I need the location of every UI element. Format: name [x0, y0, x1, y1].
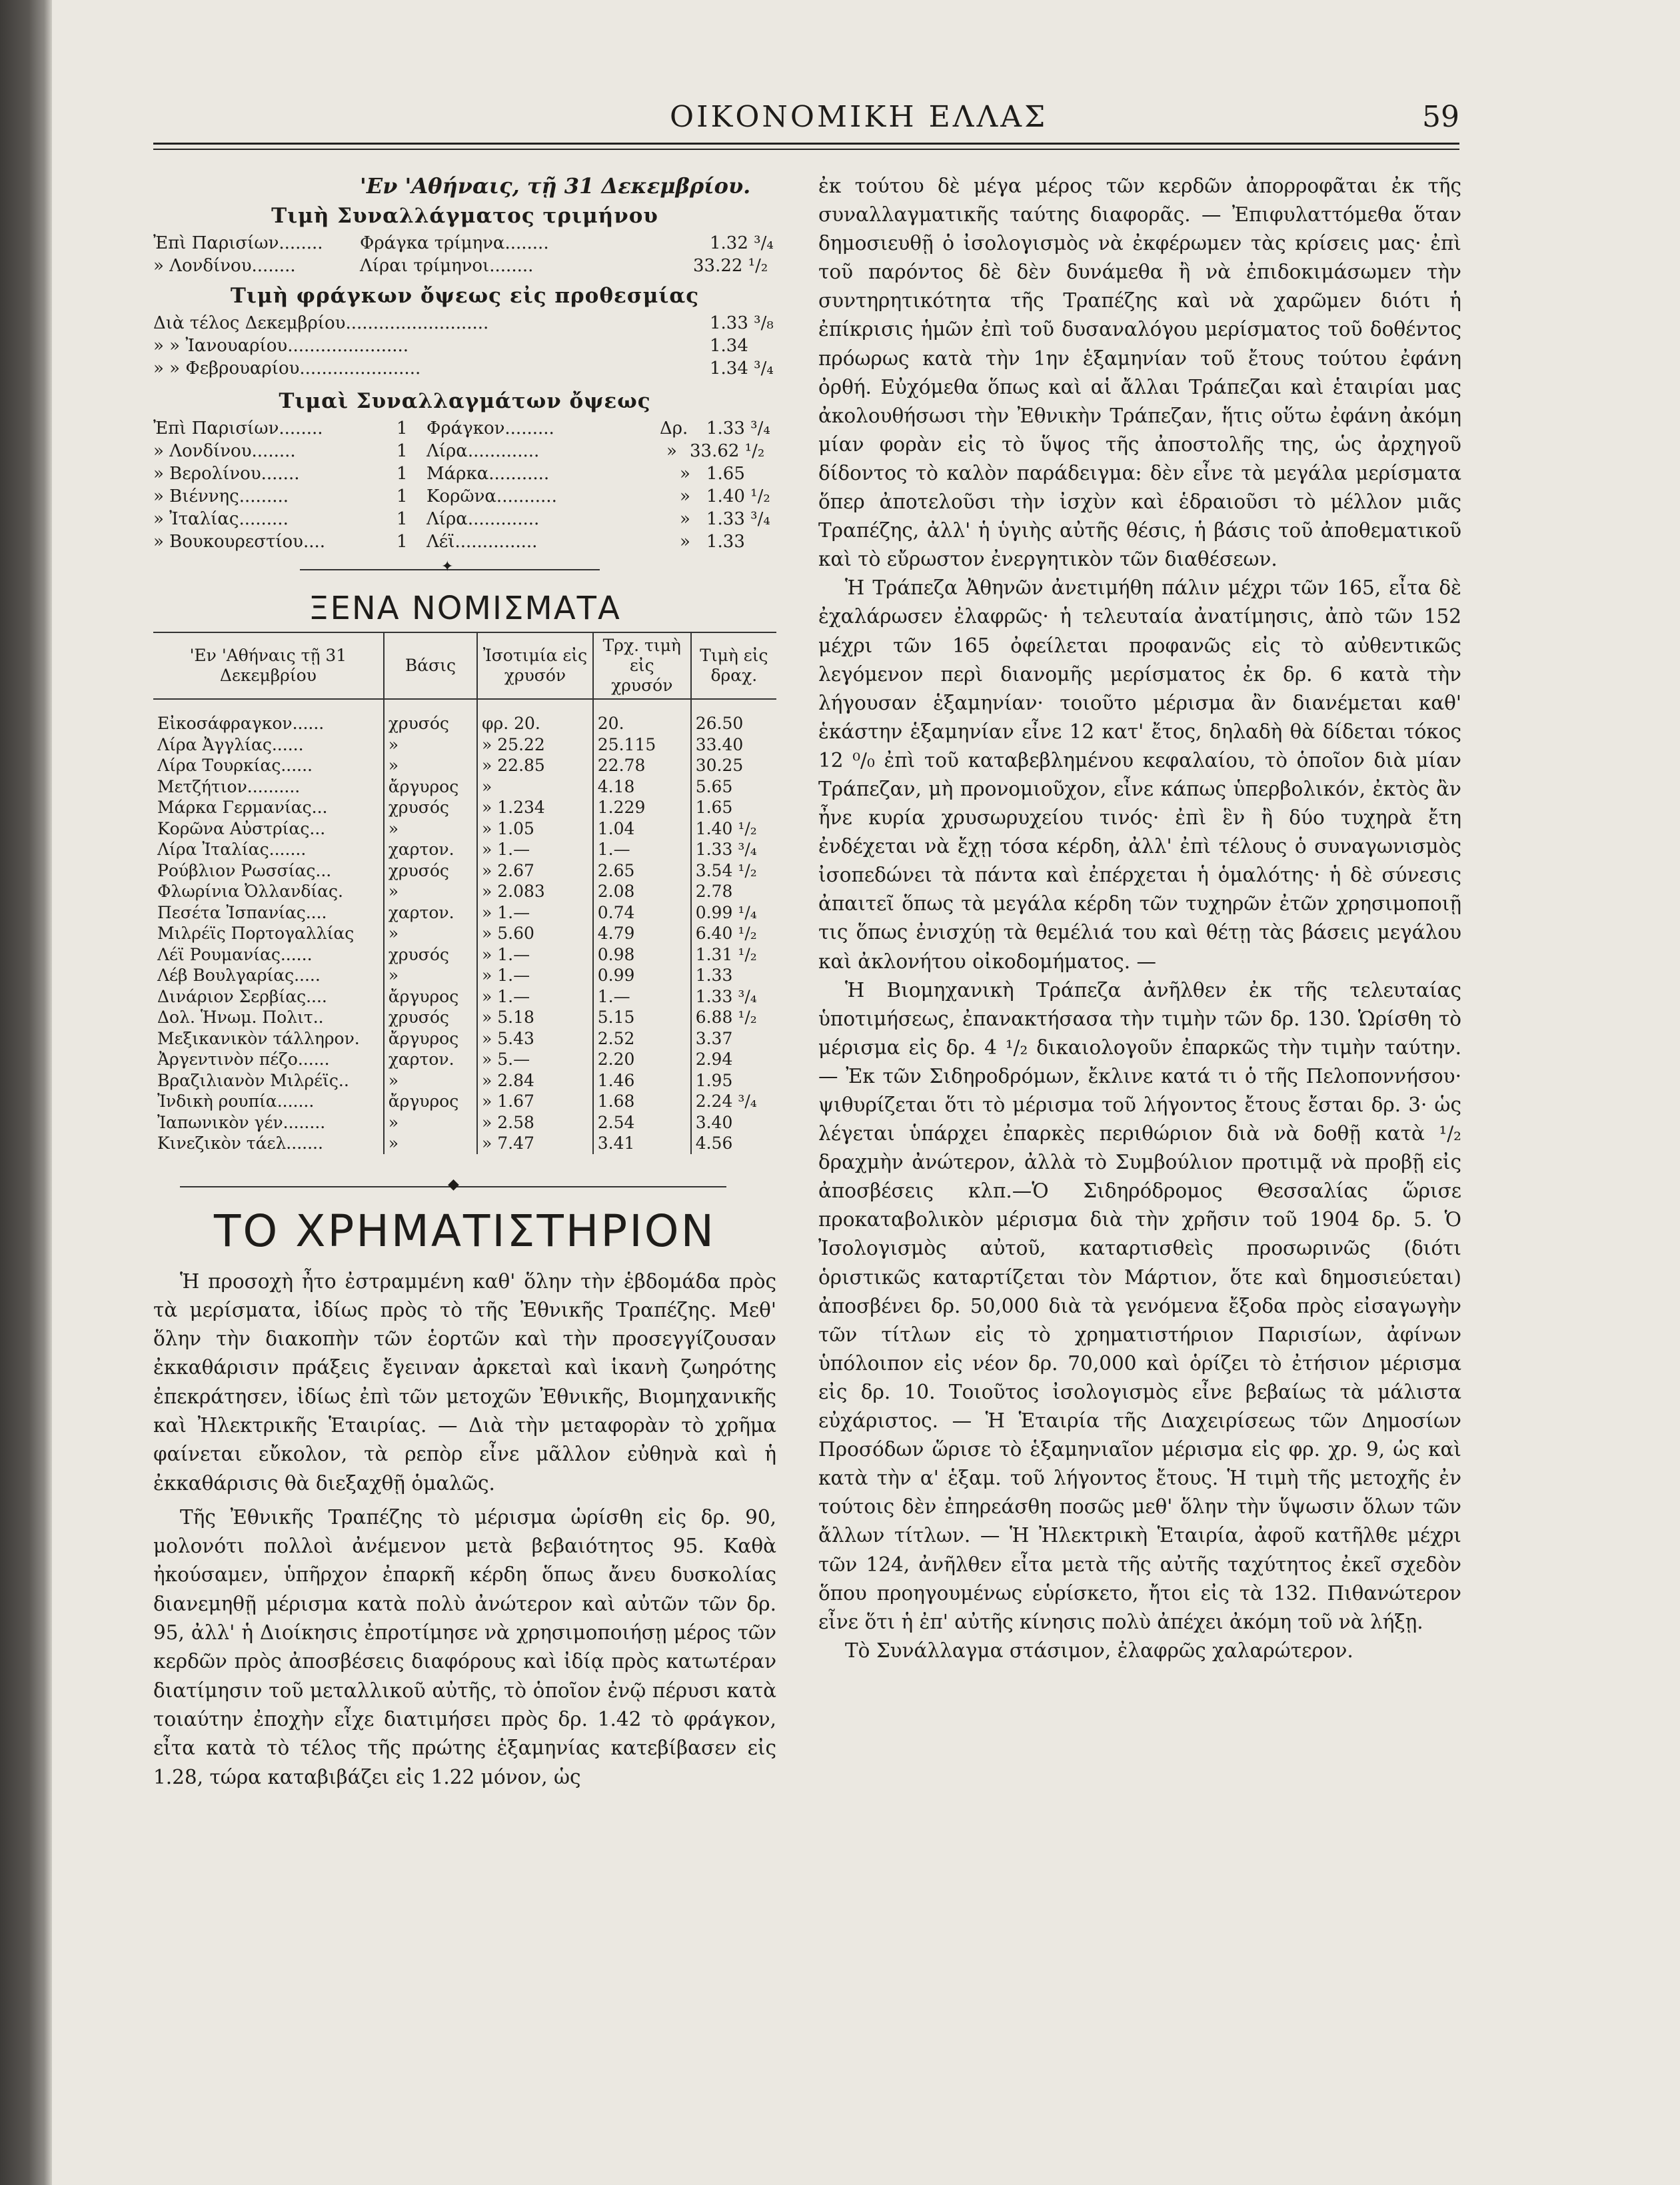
sight-place: » Βιέννης.........	[153, 486, 289, 506]
coin-name: Λέβ Βουλγαρίας.....	[157, 966, 321, 985]
exchange-desc: Λίραι τρίμηνοι........	[360, 256, 534, 276]
coin-gold-price: 1.229	[593, 797, 691, 818]
coin-basis: χρυσός	[384, 860, 477, 882]
article-paragraph: Τῆς Ἐθνικῆς Τραπέζης τὸ μέρισμα ὡρίσθη εἰς δρ. 90, μολονότι πολλοὶ ἀνέμενον μετὰ βεβαιότητος 95. Καθὰ ἠκούσαμεν, ὑπῆρχον ἐπαρκῆ κέρδη ὅπως ἄνευ δυσκολίας διανεμηθῇ μέρισμα κατὰ πολὺ ἀνώτερον καὶ αὐτῶν τῶν δρ. 95, ἀλλ' ἡ Διοίκησις ἐπροτίμησε νὰ χρησιμοποιήσῃ μέρος τῶν κερδῶν πρὸς ἀποσβέσεις διαφόρους καὶ ἰδίᾳ πρὸς κατωτέραν διατίμησιν τοῦ μεταλλικοῦ αὐτῆς, τὸ ὁποῖον ἐνῷ πέρυσι κατὰ τοιαύτην ἐποχὴν εἶχε διατιμήσει πρὸς δρ. 1.42 τὸ φράγκον, εἶτα κατὰ τὸ τέλος τῆς πρώτης ἑξαμηνίας κατεβίβασεν εἰς 1.28, τώρα καταβιβάζει εἰς 1.22 μόνον, ὡς	[153, 1505, 776, 1789]
column-header: Τιμὴ εἰς δραχ.	[691, 632, 776, 699]
article-paragraph: Τὸ Συνάλλαγμα στάσιμον, ἐλαφρῶς χαλαρώτερον.	[845, 1639, 1353, 1662]
coin-basis: »	[384, 965, 477, 986]
coin-drachma-price: 1.40 ¹/₂	[691, 818, 776, 840]
sight-place: » Βουκουρεστίου....	[153, 532, 326, 552]
exchange-value: 33.22 ¹/₂	[693, 256, 768, 276]
coin-drachma-price: 3.54 ¹/₂	[691, 860, 776, 882]
coin-name: Μιλρέϊς Πορτογαλλίας	[157, 924, 355, 943]
three-month-title: Τιμὴ Συναλλάγματος τριμήνου	[271, 204, 658, 228]
sight-value: 1.40 ¹/₂	[706, 486, 770, 506]
column-header: Ἰσοτιμία εἰς χρυσόν	[477, 632, 593, 699]
coin-basis: ἄργυρος	[384, 776, 477, 798]
coin-parity: » 5.18	[477, 1007, 593, 1028]
coin-drachma-price: 1.95	[691, 1070, 776, 1092]
coin-parity: » 2.84	[477, 1070, 593, 1092]
book-spine-shadow	[0, 0, 52, 2185]
sight-prefix: »	[680, 486, 690, 506]
journal-title: ΟΙΚΟΝΟΜΙΚΗ ΕΛΛΑΣ	[670, 100, 1048, 134]
sight-prefix: »	[680, 532, 690, 552]
exchange-place: » Λονδίνου........	[153, 256, 296, 276]
coin-gold-price: 3.41	[593, 1133, 691, 1154]
coin-parity: » 1.—	[477, 902, 593, 924]
sight-value: 33.62 ¹/₂	[690, 441, 765, 461]
coin-drachma-price: 1.65	[691, 797, 776, 818]
forward-row	[153, 313, 776, 336]
article-title: ΤΟ ΧΡΗΜΑΤΙΣΤΗΡΙΟΝ	[214, 1205, 716, 1257]
sight-place: » Βερολίνου.......	[153, 464, 300, 484]
coin-name: Ρούβλιον Ρωσσίας...	[157, 860, 332, 880]
coin-basis: χρυσός	[384, 944, 477, 966]
coin-basis: »	[384, 1070, 477, 1092]
right-column	[818, 172, 1461, 1665]
coin-gold-price: 0.99	[593, 965, 691, 986]
coin-name: Ἰνδικὴ ρουπία.......	[157, 1092, 315, 1111]
exchange-row	[153, 233, 776, 256]
foreign-coins-title: ΞΕΝΑ ΝΟΜΙΣΜΑΤΑ	[309, 590, 621, 627]
coin-name: Δολ. Ἡνωμ. Πολιτ..	[157, 1008, 324, 1027]
table-row	[153, 902, 776, 924]
coin-parity: » 2.58	[477, 1112, 593, 1133]
table-row	[153, 755, 776, 776]
coin-gold-price: 20.	[593, 713, 691, 734]
coin-parity: »	[477, 776, 593, 798]
column-header: Βάσις	[384, 632, 477, 699]
coin-drachma-price: 3.40	[691, 1112, 776, 1133]
coin-gold-price: 4.79	[593, 923, 691, 944]
coin-parity: » 22.85	[477, 755, 593, 776]
coin-gold-price: 25.115	[593, 734, 691, 756]
table-row	[153, 734, 776, 756]
foreign-coins-table	[153, 632, 776, 1154]
running-head	[153, 100, 1459, 140]
coin-drachma-price: 1.33	[691, 965, 776, 986]
sight-forward-title: Τιμὴ φράγκων ὄψεως εἰς προθεσμίας	[230, 284, 700, 308]
sight-currency: Λέϊ...............	[426, 532, 538, 552]
coin-parity: » 5.—	[477, 1049, 593, 1070]
coin-basis: »	[384, 755, 477, 776]
coin-name: Λίρα Ἰταλίας.......	[157, 840, 307, 859]
coin-gold-price: 2.52	[593, 1028, 691, 1050]
sight-row	[153, 441, 776, 464]
coin-drachma-price: 26.50	[691, 713, 776, 734]
coin-gold-price: 22.78	[593, 755, 691, 776]
coin-basis: χρυσός	[384, 1007, 477, 1028]
coin-drachma-price: 3.37	[691, 1028, 776, 1050]
coin-basis: ἄργυρος	[384, 1028, 477, 1050]
coin-basis: »	[384, 818, 477, 840]
sight-unit: 1	[397, 418, 408, 438]
sight-row	[153, 509, 776, 532]
table-header-row	[153, 632, 776, 699]
coin-parity: » 1.234	[477, 797, 593, 818]
coin-parity: » 25.22	[477, 734, 593, 756]
article-paragraph: ἐκ τούτου δὲ μέγα μέρος τῶν κερδῶν ἀπορροφᾶται ἐκ τῆς συναλλαγματικῆς ταύτης διαφορᾶς. — Ἐπιφυλαττόμεθα ὅταν δημοσιευθῇ ὁ ἰσολογισμὸς νὰ ἐκφέρωμεν τὰς κρίσεις μας· ἐπὶ τοῦ παρόντος δὲ δὲν δυνάμεθα ἢ νὰ ἐπιδοκιμάσωμεν τὴν συντηρητικότητα τῆς Τραπέζης καὶ νὰ χαρῶμεν διότι ἡ ἐπίκρισις ἡμῶν ἐπὶ τοῦ δυσαναλόγου μερίσματος τοῦ δοθέντος πρόωρως κατὰ τὴν 1ην ἑξαμηνίαν τοῦ ἔτους τούτου ἐφάνη ὀρθή. Εὐχόμεθα ὅπως καὶ αἱ ἄλλαι Τράπεζαι καὶ ἑταιρίαι μας ἀκολουθήσωσι τὴν Ἐθνικὴν Τράπεζαν, ἥτις οὕτω ἐφάνη ἀκόμη μίαν φορὰν εἰς τὸ ὕψος τῆς ἀποστολῆς της, ὡς ἀρχηγοῦ δίδοντος τὸ καλὸν παράδειγμα: δὲν εἶνε τὰ μεγάλα μερίσματα ὅπερ ἀποτελοῦσι τὴν ἰσχὺν καὶ ἑδραιοῦσι τὸ μέλλον μιᾶς Τραπέζης, ἀλλ' ἡ ὑγιὴς αὐτῆς θέσις, ἡ βάσις τοῦ ἀποθεματικοῦ καὶ τὸ εὔρωστον ἐνεργητικὸν τῶν διαθέσεων.	[818, 175, 1461, 571]
forward-place: » » Φεβρουαρίου......................	[153, 359, 421, 378]
section-divider: ✦	[153, 558, 776, 580]
sight-currency: Φράγκον.........	[426, 418, 554, 438]
left-column	[153, 173, 776, 1792]
coin-name: Λίρα Ἀγγλίας......	[157, 734, 304, 754]
coin-gold-price: 4.18	[593, 776, 691, 798]
coin-parity: » 5.60	[477, 923, 593, 944]
coin-drachma-price: 2.94	[691, 1049, 776, 1070]
coin-gold-price: 2.65	[593, 860, 691, 882]
exchange-date-heading: 'Εν 'Αθήναις, τῇ 31 Δεκεμβρίου.	[360, 173, 751, 199]
coin-gold-price: 1.—	[593, 839, 691, 860]
coin-gold-price: 2.54	[593, 1112, 691, 1133]
section-divider: ◆	[153, 1173, 776, 1199]
coin-name: Κορῶνα Αὐστρίας...	[157, 818, 326, 838]
sight-row	[153, 532, 776, 554]
coin-basis: ἄργυρος	[384, 1091, 477, 1112]
coin-drachma-price: 6.40 ¹/₂	[691, 923, 776, 944]
sight-place: » Λονδίνου........	[153, 441, 296, 461]
article-left-text	[153, 1267, 776, 1792]
coin-drachma-price: 2.78	[691, 881, 776, 902]
coin-name: Βραζιλιανὸν Μιλρέϊς..	[157, 1070, 349, 1090]
coin-parity: » 1.—	[477, 986, 593, 1008]
coin-parity: » 1.—	[477, 944, 593, 966]
article-paragraph: Ἡ προσοχὴ ἦτο ἐστραμμένη καθ' ὅλην τὴν ἑβδομάδα πρὸς τὰ μερίσματα, ἰδίως πρὸς τὸ τῆς Ἐθνικῆς Τραπέζης. Μεθ' ὅλην τὴν διακοπὴν τῶν ἑορτῶν καὶ τὴν προσεγγίζουσαν ἐκκαθάρισιν πράξεις ἔγειναν ἀρκεταὶ καὶ ἱκανὴ ζωηρότης ἐπεκράτησεν, ἰδίως ἐπὶ τῶν μετοχῶν Ἐθνικῆς, Βιομηχανικῆς καὶ Ἠλεκτρικῆς Ἑταιρίας. — Διὰ τὴν μεταφορὰν τὸ χρῆμα φαίνεται εὔκολον, τὰ ρεπὸρ εἶνε μᾶλλον εὐθηνὰ καὶ ἡ ἐκκαθάρισις θὰ διεξαχθῇ ὁμαλῶς.	[153, 1269, 776, 1495]
table-row	[153, 839, 776, 860]
forward-row	[153, 336, 776, 359]
coin-name: Μετζήτιον..........	[157, 776, 301, 796]
exchange-place: Ἐπὶ Παρισίων........	[153, 233, 323, 253]
coin-name: Ἰαπωνικὸν γέν........	[157, 1112, 326, 1132]
article-paragraph: Ἡ Τράπεζα Ἀθηνῶν ἀνετιμήθη πάλιν μέχρι τῶν 165, εἶτα δὲ ἐχαλάρωσεν ἐλαφρῶς· ἡ τελευταία ἀνατίμησις, ἀπὸ τῶν 152 μέχρι τῶν 165 ὀφείλεται προφανῶς εἰς τὸ αὐθεντικῶς λεγόμενον περὶ διανομῆς μερίσματος ἐκ δρ. 6 κατὰ τὴν λήγουσαν ἑξαμηνίαν· τοιοῦτο μέρισμα ἂν διανέμεται καθ' ἑκάστην ἑξαμηνίαν εἶνε 12 κατ' ἔτος, δηλαδὴ θὰ δίδεται τόκος 12 ⁰/₀ ἐπὶ τοῦ καταβεβλημένου κεφαλαίου, τὸ ὁποῖον διὰ μίαν Τράπεζαν, μὴ προνομιοῦχον, εἶνε κάπως ὑπερβολικόν, ἐκτὸς ἂν ἦνε κυρία χρυσωρυχείου τινός· ἐπὶ ἓν ἢ δύο τυχηρὰ ἔτη ἐνδέχεται νὰ ἔχῃ τόσα κέρδη, ἀλλ' ἐπὶ τέλους ὁ συναγωνισμὸς ἰσοπεδώνει τὰ πάντα καὶ ἐπέρχεται ἡ ὁμαλότης· ἡ δὲ σύνεσις ἀπαιτεῖ ὅπως τὰ μεγάλα κέρδη τῶν τυχηρῶν ἐτῶν χρησιμοποιῇ τις ὅπως ἐνισχύῃ τὰ θεμέλιά του καὶ θέτῃ τὰς βάσεις μεγάλου καὶ ἀκλονήτου οἰκοδομήματος. —	[818, 576, 1461, 973]
coin-basis: χρυσός	[384, 797, 477, 818]
coin-gold-price: 1.68	[593, 1091, 691, 1112]
coin-drachma-price: 4.56	[691, 1133, 776, 1154]
coin-name: Φλωρίνια Ὀλλανδίας.	[157, 882, 344, 901]
coin-drachma-price: 1.33 ³/₄	[691, 986, 776, 1008]
table-row	[153, 1091, 776, 1112]
article-paragraph: Ἡ Βιομηχανικὴ Τράπεζα ἀνῆλθεν ἐκ τῆς τελευταίας ὑποτιμήσεως, ἐπανακτήσασα τὴν τιμὴν τῶν δρ. 130. Ὡρίσθη τὸ μέρισμα εἰς δρ. 4 ¹/₂ δικαιολογοῦν ἐπαρκῶς τὴν τιμὴν ταύτην. — Ἐκ τῶν Σιδηροδρόμων, ἔκλινε κατά τι ὁ τῆς Πελοποννήσου· ψιθυρίζεται ὅτι τὸ μέρισμα τοῦ λήγοντος ἔτους ἔσται δρ. 3· ὡς λέγεται ὑπάρχει ἐπαρκὲς περιθώριον διὰ νὰ δοθῇ κατὰ ¹/₂ δραχμὴν ἀνώτερον, ἀλλὰ τὸ Συμβούλιον προτιμᾷ νὰ προβῇ εἰς ἀποσβέσεις κλπ.—Ὁ Σιδηρόδρομος Θεσσαλίας ὥρισε προκαταβολικὸν μέρισμα διὰ τὴν χρῆσιν τοῦ 1904 δρ. 5. Ὁ Ἰσολογισμὸς αὐτοῦ, καταρτισθεὶς προσωρινῶς (διότι ὁριστικῶς καταρτίζεται τὸν Μάρτιον, ὅτε καὶ δημοσιεύεται) ἀποσβένει δρ. 50,000 διὰ τὰ γενόμενα ἔξοδα πρὸς εἰσαγωγὴν τῶν τίτλων εἰς τὸ χρηματιστήριον Παρισίων, ἀφίνων ὑπόλοιπον εἰς νέον δρ. 70,000 καὶ ὁρίζει τὸ ἐτήσιον μέρισμα εἰς δρ. 10. Τοιοῦτος ἰσολογισμὸς εἶνε βεβαίως τὰ μάλιστα εὐχάριστος. — Ἡ Ἑταιρία τῆς Διαχειρίσεως τῶν Δημοσίων Προσόδων ὥρισε τὸ ἑξαμηνιαῖον μέρισμα εἰς φρ. χρ. 9, ὡς καὶ κατὰ τὴν α' ἑξαμ. τοῦ λήγοντος ἔτους. Ἡ τιμὴ τῆς μετοχῆς ἐν τούτοις δὲν ἐπηρεάσθη ποσῶς μεθ' ὅλην τὴν ὕψωσιν ὅλων τῶν ἄλλων τίτλων. — Ἡ Ἠλεκτρικὴ Ἑταιρία, ἀφοῦ κατῆλθε μέχρι τῶν 124, ἀνῆλθεν εἶτα μετὰ τῆς αὐτῆς ταχύτητος ἐκεῖ σχεδὸν ὅπου προηγουμένως εὑρίσκετο, ἤτοι εἰς τὰ 132. Πιθανώτερον εἶνε ὅτι ἡ ἐπ' αὐτῆς κίνησις πολὺ ἀπέχει ἀκόμη τοῦ νὰ λήξῃ.	[818, 978, 1461, 1633]
sight-currency: Μάρκα...........	[426, 464, 550, 484]
table-row	[153, 1133, 776, 1154]
header-rule	[153, 143, 1459, 150]
sight-row	[153, 486, 776, 509]
table-row	[153, 986, 776, 1008]
column-header: 'Εν 'Αθήναις τῇ 31 Δεκεμβρίου	[153, 632, 384, 699]
sight-unit: 1	[397, 509, 408, 529]
coin-gold-price: 1.04	[593, 818, 691, 840]
coin-parity: » 1.—	[477, 965, 593, 986]
coin-gold-price: 0.98	[593, 944, 691, 966]
exchange-value: 1.32 ³/₄	[710, 233, 774, 253]
forward-value: 1.33 ³/₈	[710, 313, 774, 333]
coin-gold-price: 0.74	[593, 902, 691, 924]
sight-value: 1.33	[706, 532, 745, 552]
coin-parity: » 1.67	[477, 1091, 593, 1112]
coin-name: Ἀργεντινὸν πέζο......	[157, 1050, 330, 1069]
sight-prefix: »	[680, 464, 690, 484]
coin-basis: χαρτον.	[384, 839, 477, 860]
forward-row	[153, 359, 776, 381]
sight-rates-title: Τιμαὶ Συναλλαγμάτων ὄψεως	[279, 389, 651, 413]
table-row	[153, 944, 776, 966]
coin-basis: »	[384, 1133, 477, 1154]
sight-currency: Λίρα.............	[426, 441, 540, 461]
sight-currency: Λίρα.............	[426, 509, 540, 529]
coin-basis: χρυσός	[384, 713, 477, 734]
sight-unit: 1	[397, 464, 408, 484]
table-row	[153, 965, 776, 986]
coin-parity: » 1.05	[477, 818, 593, 840]
coin-gold-price: 1.46	[593, 1070, 691, 1092]
table-row	[153, 1007, 776, 1028]
exchange-desc: Φράγκα τρίμηνα........	[360, 233, 549, 253]
sight-row	[153, 418, 776, 441]
coin-drachma-price: 1.31 ¹/₂	[691, 944, 776, 966]
sight-value: 1.33 ³/₄	[706, 418, 770, 438]
coin-name: Λέϊ Ρουμανίας......	[157, 944, 313, 964]
sight-unit: 1	[397, 532, 408, 552]
coin-basis: ἄργυρος	[384, 986, 477, 1008]
sight-row	[153, 464, 776, 486]
sight-place: » Ἰταλίας.........	[153, 509, 289, 529]
coin-basis: »	[384, 881, 477, 902]
coin-basis: »	[384, 734, 477, 756]
forward-place: Διὰ τέλος Δεκεμβρίου..........................	[153, 313, 489, 333]
sight-value: 1.33 ³/₄	[706, 509, 770, 529]
page-number: 59	[1422, 100, 1459, 134]
coin-name: Εἰκοσάφραγκον......	[157, 714, 325, 733]
sight-value: 1.65	[706, 464, 745, 484]
coin-name: Μεξικανικὸν τάλληρον.	[157, 1028, 360, 1048]
table-row	[153, 1028, 776, 1050]
sight-currency: Κορῶνα...........	[426, 486, 557, 506]
coin-basis: χαρτον.	[384, 1049, 477, 1070]
coin-parity: » 2.67	[477, 860, 593, 882]
coin-drachma-price: 0.99 ¹/₄	[691, 902, 776, 924]
coin-drachma-price: 33.40	[691, 734, 776, 756]
sight-prefix: »	[666, 441, 677, 461]
sight-prefix: Δρ.	[660, 418, 688, 438]
coin-parity: » 5.43	[477, 1028, 593, 1050]
table-row	[153, 713, 776, 734]
coin-name: Λίρα Τουρκίας......	[157, 756, 313, 775]
coin-gold-price: 2.08	[593, 881, 691, 902]
table-row	[153, 1049, 776, 1070]
table-row	[153, 776, 776, 798]
table-row	[153, 797, 776, 818]
exchange-row	[153, 256, 776, 279]
coin-basis: »	[384, 923, 477, 944]
coin-gold-price: 1.—	[593, 986, 691, 1008]
coin-parity: » 1.—	[477, 839, 593, 860]
sight-unit: 1	[397, 486, 408, 506]
forward-value: 1.34	[710, 336, 748, 356]
coin-parity: » 7.47	[477, 1133, 593, 1154]
table-row	[153, 923, 776, 944]
coin-gold-price: 5.15	[593, 1007, 691, 1028]
coin-drachma-price: 5.65	[691, 776, 776, 798]
table-row	[153, 881, 776, 902]
coin-drachma-price: 6.88 ¹/₂	[691, 1007, 776, 1028]
table-row	[153, 1112, 776, 1133]
forward-place: » » Ἰανουαρίου......................	[153, 336, 409, 356]
coin-drachma-price: 1.33 ³/₄	[691, 839, 776, 860]
coin-drachma-price: 2.24 ³/₄	[691, 1091, 776, 1112]
sight-prefix: »	[680, 509, 690, 529]
coin-parity: φρ. 20.	[477, 713, 593, 734]
coin-name: Μάρκα Γερμανίας...	[157, 798, 328, 817]
forward-value: 1.34 ³/₄	[710, 359, 774, 378]
coin-basis: χαρτον.	[384, 902, 477, 924]
coin-name: Πεσέτα Ἰσπανίας....	[157, 902, 327, 922]
coin-name: Δινάριον Σερβίας....	[157, 986, 327, 1006]
table-row	[153, 860, 776, 882]
sight-place: Ἐπὶ Παρισίων........	[153, 418, 323, 438]
table-row	[153, 818, 776, 840]
coin-parity: » 2.083	[477, 881, 593, 902]
coin-gold-price: 2.20	[593, 1049, 691, 1070]
table-row	[153, 1070, 776, 1092]
coin-drachma-price: 30.25	[691, 755, 776, 776]
column-header: Τρχ. τιμὴ εἰς χρυσόν	[593, 632, 691, 699]
coin-name: Κινεζικὸν τάελ.......	[157, 1133, 323, 1153]
sight-unit: 1	[397, 441, 408, 461]
coin-basis: »	[384, 1112, 477, 1133]
